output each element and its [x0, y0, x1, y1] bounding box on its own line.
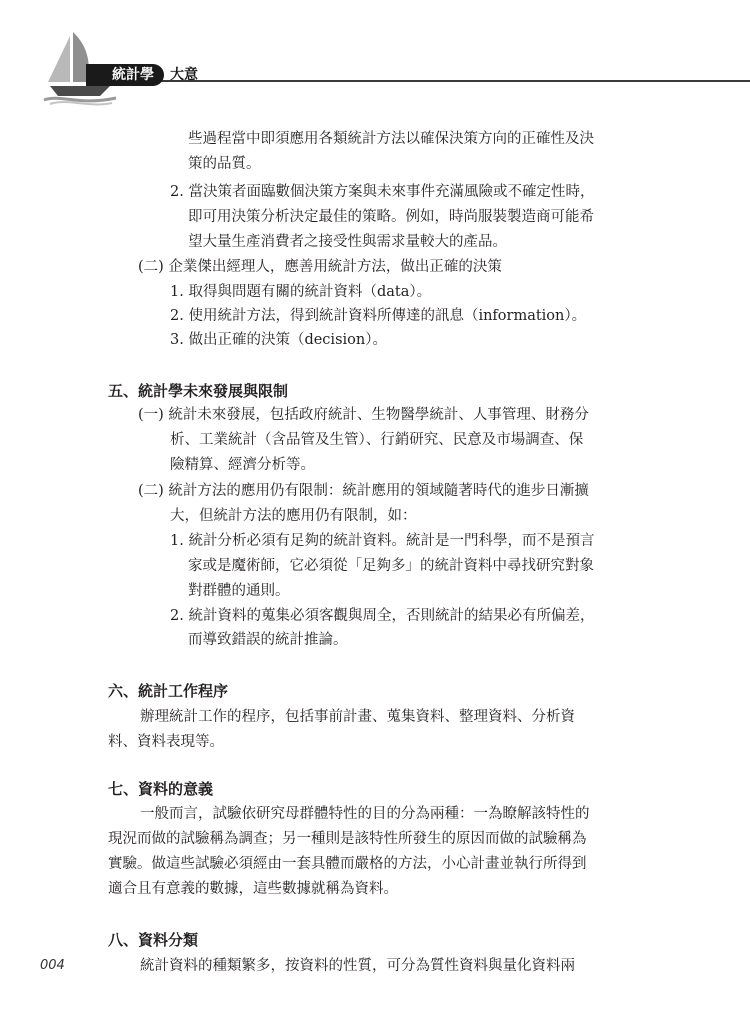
text-line: 2. 當決策者面臨數個決策方案與未來事件充滿風險或不確定性時， [170, 184, 595, 200]
text-line: 辦理統計工作的程序，包括事前計畫、蒐集資料、整理資料、分析資 [140, 709, 575, 725]
text-line: 大，但統計方法的應用仍有限制，如： [170, 508, 417, 524]
section-heading: 八、資料分類 [108, 931, 199, 949]
text-line: 料、資料表現等。 [108, 734, 224, 750]
text-line: 析、工業統計（含品管及生管）、行銷研究、民意及市場調查、保 [170, 432, 584, 448]
text-line: 適合且有意義的數據，這些數據就稱為資料。 [108, 881, 398, 897]
text-line: 望大量生產消費者之接受性與需求量較大的產品。 [188, 234, 507, 250]
book-subtitle: 大意 [170, 67, 198, 83]
text-line: 些過程當中即須應用各類統計方法以確保決策方向的正確性及決 [188, 131, 594, 147]
text-line: 策的品質。 [188, 156, 261, 172]
book-title: 統計學 [112, 67, 154, 83]
text-line: 即可用決策分析決定最佳的策略。例如，時尚服裝製造商可能希 [188, 209, 594, 225]
section-heading: 五、統計學未來發展與限制 [108, 382, 289, 400]
text-line: 1. 統計分析必須有足夠的統計資料。統計是一門科學，而不是預言 [170, 533, 595, 549]
page-header [0, 0, 750, 110]
section-heading: 七、資料的意義 [108, 780, 214, 798]
text-line: (一) 統計未來發展，包括政府統計、生物醫學統計、人事管理、財務分 [138, 407, 589, 423]
text-line: (二) 企業傑出經理人，應善用統計方法，做出正確的決策 [138, 259, 502, 275]
text-line: 實驗。做這些試驗必須經由一套具體而嚴格的方法，小心計畫並執行所得到 [108, 856, 587, 872]
text-line: 現況而做的試驗稱為調查；另一種則是該特性所發生的原因而做的試驗稱為 [108, 831, 587, 847]
text-line: 統計資料的種類繁多，按資料的性質，可分為質性資料與量化資料兩 [140, 958, 575, 974]
text-line: 險精算、經濟分析等。 [170, 457, 315, 473]
page-number: 004 [40, 958, 65, 973]
text-line: 而導致錯誤的統計推論。 [188, 632, 348, 648]
text-line: 對群體的通則。 [188, 583, 290, 599]
text-line: (二) 統計方法的應用仍有限制：統計應用的領域隨著時代的進步日漸擴 [138, 483, 589, 499]
text-line: 2. 使用統計方法，得到統計資料所傳達的訊息（information）。 [170, 308, 587, 324]
text-line: 一般而言，試驗依研究母群體特性的目的分為兩種：一為瞭解該特性的 [140, 806, 590, 822]
text-line: 3. 做出正確的決策（decision）。 [170, 332, 387, 348]
text-line: 家或是魔術師，它必須從「足夠多」的統計資料中尋找研究對象 [188, 558, 594, 574]
section-heading: 六、統計工作程序 [108, 682, 229, 700]
text-line: 2. 統計資料的蒐集必須客觀與周全，否則統計的結果必有所偏差， [170, 608, 595, 624]
text-line: 1. 取得與問題有關的統計資料（data）。 [170, 284, 432, 300]
